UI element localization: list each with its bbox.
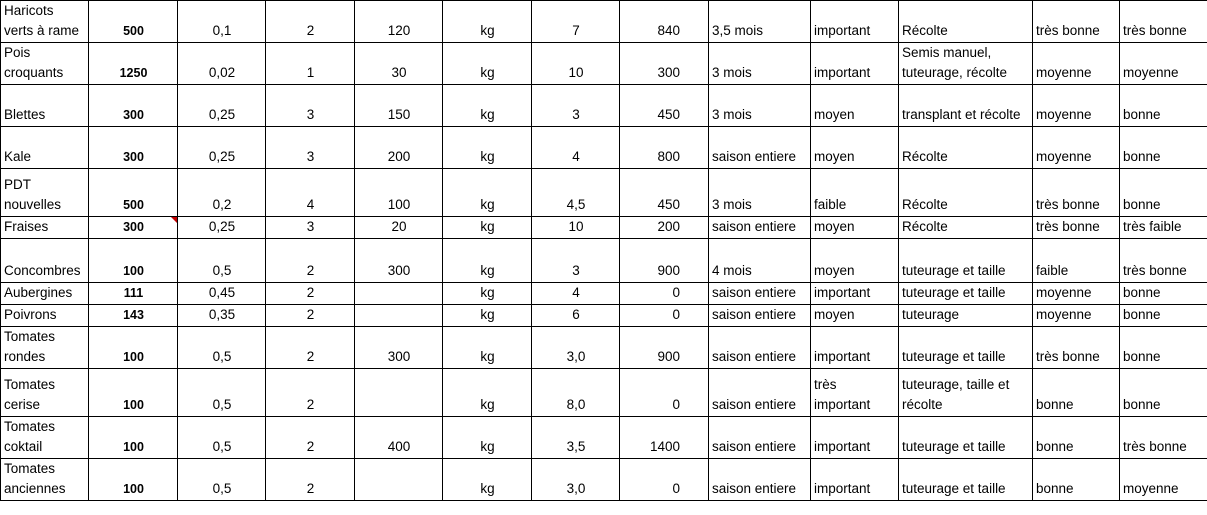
cell-quantity[interactable]: 100 (89, 417, 178, 459)
cell-work[interactable]: tuteurage et taille (899, 327, 1033, 369)
cell-length[interactable] (355, 369, 443, 417)
table-row (1, 327, 1207, 369)
cell-yield[interactable]: 7 (532, 1, 620, 43)
cell-total[interactable]: 800 (620, 127, 709, 169)
cell-spacing[interactable]: 0,5 (178, 459, 266, 501)
cell-duration[interactable]: saison entiere (709, 305, 811, 327)
cell-rows[interactable]: 2 (266, 1, 355, 43)
table-row (1, 1, 1207, 43)
cell-rating-2[interactable]: bonne (1120, 127, 1207, 169)
cell-length[interactable]: 120 (355, 1, 443, 43)
cell-unit[interactable]: kg (443, 1, 532, 43)
cell-rating-2[interactable]: très bonne (1120, 417, 1207, 459)
table-row (1, 417, 1207, 459)
cell-quantity[interactable]: 100 (89, 239, 178, 283)
cell-rows[interactable]: 1 (266, 43, 355, 85)
cell-importance[interactable]: important (811, 327, 899, 369)
cell-importance[interactable]: moyen (811, 85, 899, 127)
cell-crop-name[interactable]: Pois croquants (1, 43, 89, 85)
cell-crop-name[interactable]: Kale (1, 127, 89, 169)
cell-rating-1[interactable]: bonne (1033, 417, 1120, 459)
cell-unit[interactable]: kg (443, 369, 532, 417)
cell-work[interactable]: Semis manuel, tuteurage, récolte (899, 43, 1033, 85)
cell-importance[interactable]: important (811, 459, 899, 501)
cell-work[interactable]: tuteurage et taille (899, 459, 1033, 501)
cell-unit[interactable]: kg (443, 283, 532, 305)
cell-quantity[interactable]: 143 (89, 305, 178, 327)
cell-duration[interactable]: saison entiere (709, 127, 811, 169)
cell-rating-2[interactable]: bonne (1120, 327, 1207, 369)
cell-rating-2[interactable]: bonne (1120, 169, 1207, 217)
cell-rating-1[interactable]: très bonne (1033, 217, 1120, 239)
cell-work[interactable]: transplant et récolte (899, 85, 1033, 127)
cell-total[interactable]: 900 (620, 327, 709, 369)
cell-work[interactable]: Récolte (899, 169, 1033, 217)
table-row (1, 127, 1207, 169)
cell-spacing[interactable]: 0,25 (178, 217, 266, 239)
cell-length[interactable]: 200 (355, 127, 443, 169)
cell-unit[interactable]: kg (443, 217, 532, 239)
cell-rating-1[interactable]: moyenne (1033, 127, 1120, 169)
table-row (1, 217, 1207, 239)
cell-quantity[interactable]: 111 (89, 283, 178, 305)
cell-length[interactable] (355, 305, 443, 327)
cell-unit[interactable]: kg (443, 417, 532, 459)
cell-unit[interactable]: kg (443, 43, 532, 85)
cell-rows[interactable]: 2 (266, 417, 355, 459)
cell-work[interactable]: Récolte (899, 1, 1033, 43)
cell-rating-2[interactable]: très faible (1120, 217, 1207, 239)
cell-total[interactable]: 450 (620, 85, 709, 127)
cell-rows[interactable]: 3 (266, 217, 355, 239)
cell-unit[interactable]: kg (443, 85, 532, 127)
table-row (1, 283, 1207, 305)
cell-quantity[interactable]: 300 (89, 217, 178, 239)
cell-crop-name[interactable]: Aubergines (1, 283, 89, 305)
cell-spacing[interactable]: 0,5 (178, 369, 266, 417)
cell-spacing[interactable]: 0,25 (178, 85, 266, 127)
cell-rows[interactable]: 3 (266, 85, 355, 127)
cell-crop-name[interactable]: Tomates rondes (1, 327, 89, 369)
cell-duration[interactable]: saison entiere (709, 417, 811, 459)
cell-total[interactable]: 0 (620, 369, 709, 417)
cell-work[interactable]: Récolte (899, 127, 1033, 169)
cell-length[interactable]: 100 (355, 169, 443, 217)
cell-duration[interactable]: 3 mois (709, 169, 811, 217)
cell-rows[interactable]: 2 (266, 369, 355, 417)
cell-rows[interactable]: 4 (266, 169, 355, 217)
cell-rows[interactable]: 2 (266, 327, 355, 369)
cell-length[interactable]: 20 (355, 217, 443, 239)
table-row (1, 305, 1207, 327)
cell-quantity[interactable]: 300 (89, 127, 178, 169)
table-row (1, 459, 1207, 501)
cell-importance[interactable]: important (811, 283, 899, 305)
cell-importance[interactable]: important (811, 417, 899, 459)
cell-unit[interactable]: kg (443, 239, 532, 283)
cell-duration[interactable]: saison entiere (709, 327, 811, 369)
cell-work[interactable]: tuteurage et taille (899, 283, 1033, 305)
cell-rows[interactable]: 2 (266, 459, 355, 501)
cell-length[interactable]: 30 (355, 43, 443, 85)
cell-crop-name[interactable]: Tomates cerise (1, 369, 89, 417)
cell-yield[interactable]: 3 (532, 239, 620, 283)
cell-rating-2[interactable]: très bonne (1120, 1, 1207, 43)
cell-rating-1[interactable]: moyenne (1033, 305, 1120, 327)
cell-crop-name[interactable]: Fraises (1, 217, 89, 239)
table-row (1, 43, 1207, 85)
cell-length[interactable]: 400 (355, 417, 443, 459)
cell-rating-1[interactable]: faible (1033, 239, 1120, 283)
cell-work[interactable]: Récolte (899, 217, 1033, 239)
cell-rating-1[interactable]: bonne (1033, 369, 1120, 417)
cell-yield[interactable]: 3,5 (532, 417, 620, 459)
cell-work[interactable]: tuteurage et taille (899, 417, 1033, 459)
cell-rows[interactable]: 2 (266, 305, 355, 327)
cell-crop-name[interactable]: Haricots verts à rame (1, 1, 89, 43)
cell-quantity[interactable]: 100 (89, 459, 178, 501)
cell-importance[interactable]: très important (811, 369, 899, 417)
cell-importance[interactable]: faible (811, 169, 899, 217)
cell-crop-name[interactable]: Tomates anciennes (1, 459, 89, 501)
cell-yield[interactable]: 4,5 (532, 169, 620, 217)
cell-rating-2[interactable]: bonne (1120, 85, 1207, 127)
cell-importance[interactable]: moyen (811, 239, 899, 283)
cell-rows[interactable]: 2 (266, 283, 355, 305)
cell-length[interactable]: 300 (355, 239, 443, 283)
cell-length[interactable]: 300 (355, 327, 443, 369)
cell-unit[interactable]: kg (443, 305, 532, 327)
cell-crop-name[interactable]: Tomates coktail (1, 417, 89, 459)
cell-duration[interactable]: 3 mois (709, 43, 811, 85)
cell-spacing[interactable]: 0,25 (178, 127, 266, 169)
cell-duration[interactable]: saison entiere (709, 459, 811, 501)
cell-rating-2[interactable]: moyenne (1120, 43, 1207, 85)
cell-work[interactable]: tuteurage, taille et récolte (899, 369, 1033, 417)
cell-unit[interactable]: kg (443, 169, 532, 217)
table-row (1, 85, 1207, 127)
cell-yield[interactable]: 4 (532, 283, 620, 305)
cell-unit[interactable]: kg (443, 327, 532, 369)
cell-spacing[interactable]: 0,1 (178, 1, 266, 43)
table-row (1, 369, 1207, 417)
cell-total[interactable]: 200 (620, 217, 709, 239)
cell-total[interactable]: 0 (620, 283, 709, 305)
cell-length[interactable] (355, 283, 443, 305)
cell-spacing[interactable]: 0,45 (178, 283, 266, 305)
comment-indicator-icon[interactable] (171, 217, 177, 223)
cell-work[interactable]: tuteurage (899, 305, 1033, 327)
cell-duration[interactable]: 4 mois (709, 239, 811, 283)
cell-rating-1[interactable]: très bonne (1033, 327, 1120, 369)
cell-total[interactable]: 450 (620, 169, 709, 217)
cell-rows[interactable]: 3 (266, 127, 355, 169)
cell-total[interactable]: 1400 (620, 417, 709, 459)
cell-yield[interactable]: 6 (532, 305, 620, 327)
cell-spacing[interactable]: 0,5 (178, 327, 266, 369)
cell-spacing[interactable]: 0,5 (178, 239, 266, 283)
cell-quantity[interactable]: 100 (89, 327, 178, 369)
cell-work[interactable]: tuteurage et taille (899, 239, 1033, 283)
cell-yield[interactable]: 8,0 (532, 369, 620, 417)
cell-quantity[interactable]: 100 (89, 369, 178, 417)
cell-duration[interactable]: 3,5 mois (709, 1, 811, 43)
cell-rating-1[interactable]: moyenne (1033, 85, 1120, 127)
cell-crop-name[interactable]: Poivrons (1, 305, 89, 327)
cell-yield[interactable]: 10 (532, 217, 620, 239)
cell-importance[interactable]: important (811, 43, 899, 85)
cell-rows[interactable]: 2 (266, 239, 355, 283)
cell-yield[interactable]: 10 (532, 43, 620, 85)
cell-spacing[interactable]: 0,02 (178, 43, 266, 85)
cell-yield[interactable]: 3,0 (532, 459, 620, 501)
cell-rating-2[interactable]: très bonne (1120, 239, 1207, 283)
cell-total[interactable]: 300 (620, 43, 709, 85)
cell-importance[interactable]: important (811, 1, 899, 43)
cell-rating-1[interactable]: moyenne (1033, 43, 1120, 85)
cell-crop-name[interactable]: Concombres (1, 239, 89, 283)
cell-rating-1[interactable]: moyenne (1033, 283, 1120, 305)
cell-length[interactable]: 150 (355, 85, 443, 127)
cell-spacing[interactable]: 0,5 (178, 417, 266, 459)
cell-unit[interactable]: kg (443, 127, 532, 169)
cell-duration[interactable]: saison entiere (709, 369, 811, 417)
table-row (1, 239, 1207, 283)
cell-rating-2[interactable]: bonne (1120, 369, 1207, 417)
cell-rating-1[interactable]: bonne (1033, 459, 1120, 501)
cell-total[interactable]: 0 (620, 459, 709, 501)
cell-quantity[interactable]: 1250 (89, 43, 178, 85)
cell-rating-2[interactable]: bonne (1120, 283, 1207, 305)
cell-yield[interactable]: 4 (532, 127, 620, 169)
cell-rating-2[interactable]: bonne (1120, 305, 1207, 327)
cell-crop-name[interactable]: Blettes (1, 85, 89, 127)
cell-length[interactable] (355, 459, 443, 501)
cell-total[interactable]: 900 (620, 239, 709, 283)
cell-yield[interactable]: 3 (532, 85, 620, 127)
cell-total[interactable]: 0 (620, 305, 709, 327)
cell-total[interactable]: 840 (620, 1, 709, 43)
cell-unit[interactable]: kg (443, 459, 532, 501)
cell-duration[interactable]: saison entiere (709, 283, 811, 305)
cell-spacing[interactable]: 0,2 (178, 169, 266, 217)
cell-rating-2[interactable]: moyenne (1120, 459, 1207, 501)
cell-importance[interactable]: moyen (811, 127, 899, 169)
cell-yield[interactable]: 3,0 (532, 327, 620, 369)
cell-quantity[interactable]: 500 (89, 169, 178, 217)
cell-spacing[interactable]: 0,35 (178, 305, 266, 327)
cell-importance[interactable]: moyen (811, 217, 899, 239)
cell-crop-name[interactable]: PDT nouvelles (1, 169, 89, 217)
cell-quantity[interactable]: 300 (89, 85, 178, 127)
cell-duration[interactable]: 3 mois (709, 85, 811, 127)
cell-rating-1[interactable]: très bonne (1033, 1, 1120, 43)
table-row (1, 169, 1207, 217)
cell-importance[interactable]: moyen (811, 305, 899, 327)
cell-rating-1[interactable]: très bonne (1033, 169, 1120, 217)
cell-quantity[interactable]: 500 (89, 1, 178, 43)
cell-duration[interactable]: saison entiere (709, 217, 811, 239)
